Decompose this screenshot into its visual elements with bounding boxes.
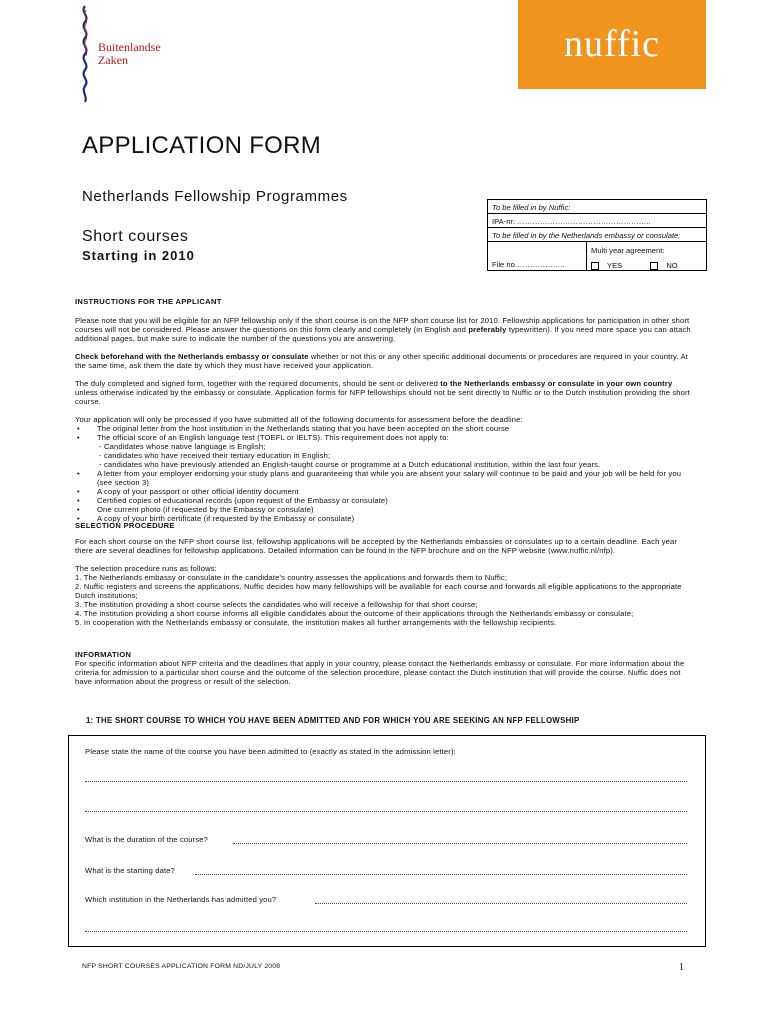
nuffic-label: To be filled in by Nuffic: bbox=[488, 200, 707, 214]
selection-heading: SELECTION PROCEDURE bbox=[75, 521, 175, 530]
duration-input[interactable] bbox=[233, 843, 687, 844]
page-title: APPLICATION FORM bbox=[82, 132, 322, 159]
instructions-p4: Your application will only be processed if you have submitted all of the following documents for assessment before the deadline: bbox=[75, 415, 523, 424]
short-courses-title: Short courses bbox=[82, 228, 189, 245]
starting-year: Starting in 2010 bbox=[82, 248, 195, 263]
selection-step-5: 5. In cooperation with the Netherlands embassy or consulate, the institution makes all further arrangements with the fellowship recipients. bbox=[75, 618, 557, 627]
list-item: • A copy of your passport or other official identity document bbox=[77, 487, 299, 496]
nuffic-logo bbox=[518, 0, 706, 89]
multi-year-label: Multi year agreement: bbox=[591, 246, 665, 255]
page-number: 1 bbox=[679, 962, 684, 973]
instructions-p1: Please note that you will be eligible for an NFP fellowship only if the short course is on the NFP short course list for 2010. Fellowship applications for participation in other short courses will not be considered. Please answer the questions on this form clearly and completely (in English and preferably typewritten). If you need more space you can attach additional pages, but make sure to indicate the number of the questions you are answering. bbox=[75, 316, 691, 343]
yes-label: YES bbox=[607, 261, 623, 270]
list-item: • Certified copies of educational records (upon request of the Embassy or consulate) bbox=[77, 496, 388, 505]
ministry-name-line2: Zaken bbox=[98, 53, 128, 67]
footer-text: NFP SHORT COURSES APPLICATION FORM ND/JULY 2008 bbox=[82, 963, 281, 970]
institution-input[interactable] bbox=[315, 903, 687, 904]
instructions-heading: INSTRUCTIONS FOR THE APPLICANT bbox=[75, 297, 222, 306]
programme-title: Netherlands Fellowship Programmes bbox=[82, 188, 348, 205]
selection-step-4: 4. The institution providing a short course informs all eligible candidates about the outcome of their applications through the Netherlands embassy or consulate; bbox=[75, 609, 634, 618]
list-item: • One current photo (if requested by the Embassy or consulate) bbox=[77, 505, 314, 514]
selection-step-2: 2. Nuffic registers and screens the applications. Nuffic decides how many fellowships will be available for each course and forwards all eligible applications to the appropriate Dutch institutions; bbox=[75, 582, 682, 600]
course-name-question: Please state the name of the course you have been admitted to (exactly as stated in the admission letter): bbox=[85, 747, 456, 756]
selection-step-3: 3. The institution providing a short course selects the candidates who will receive a fellowship for that short course; bbox=[75, 600, 478, 609]
ministry-ribbon-icon bbox=[78, 4, 92, 104]
institution-question: Which institution in the Netherlands has admitted you? bbox=[85, 895, 277, 904]
starting-date-input[interactable] bbox=[195, 874, 687, 875]
duration-question: What is the duration of the course? bbox=[85, 835, 209, 844]
instructions-body bbox=[75, 316, 697, 523]
file-no-field[interactable]: File no……………….. bbox=[488, 242, 587, 271]
nuffic-logo-text: nuffic bbox=[563, 23, 661, 65]
information-body: For specific information about NFP criteria and the deadlines that apply in your country, please contact the Netherlands embassy or consulate. For more information about the criteria for admission to a particular short course and the outcome of the selection procedure, please contact the Dutch institution that will provide the course. Nuffic does not have information about the progress or result of the selection. bbox=[75, 659, 685, 686]
embassy-label: To be filled in by the Netherlands embassy or consulate: bbox=[488, 228, 707, 242]
course-name-line-2[interactable] bbox=[85, 811, 687, 812]
course-name-line-1[interactable] bbox=[85, 781, 687, 782]
selection-p2: The selection procedure runs as follows: bbox=[75, 564, 217, 573]
no-label: NO bbox=[666, 261, 678, 270]
selection-p1: For each short course on the NFP short course list, fellowship applications will be accepted by the Netherlands embassies or consulates up to a certain deadline. Each year there are several deadlines for fellowship applications. Detailed information can be found in the NFP brochure and on the NFP website (www.nuffic.nl/nfp). bbox=[75, 537, 678, 555]
instructions-p3: The duly completed and signed form, together with the required documents, should be sent or delivered to the Netherlands embassy or consulate in your own country unless otherwise indicated by the embassy or consulate. Application forms for NFP fellowships should not be sent directly to Nuffic or to the Dutch institution providing the short course. bbox=[75, 379, 690, 406]
starting-date-question: What is the starting date? bbox=[85, 866, 176, 875]
selection-step-1: 1. The Netherlands embassy or consulate in the candidate's country assesses the applications and forwards them to Nuffic; bbox=[75, 573, 508, 582]
institution-line-2[interactable] bbox=[85, 931, 687, 932]
ministry-logo bbox=[78, 4, 188, 104]
instructions-p2: Check beforehand with the Netherlands embassy or consulate whether or not this or any other specific additional documents or procedures are required in your country. At the same time, ask them the date by which they must have received your application. bbox=[75, 352, 688, 370]
yes-checkbox[interactable] bbox=[591, 262, 599, 270]
ipa-field[interactable]: IPA-nr: …………………………………………….. bbox=[488, 214, 707, 228]
list-item: • The official score of an English language test (TOEFL or IELTS). This requirement does not apply to: - Candidates whose native language is English; - candidates who have received their tertiary education in English; - candidates who have previously attended an English-taught course or programme at a Dutch educational institution, within the last four years. bbox=[77, 433, 601, 469]
admin-box bbox=[487, 199, 707, 271]
section1-heading: 1: THE SHORT COURSE TO WHICH YOU HAVE BEEN ADMITTED AND FOR WHICH YOU ARE SEEKING AN NFP FELLOWSHIP bbox=[86, 716, 580, 725]
section1-box bbox=[68, 735, 706, 947]
information-heading: INFORMATION bbox=[75, 650, 132, 659]
list-item: • The original letter from the host institution in the Netherlands stating that you have been accepted on the short course bbox=[77, 424, 510, 433]
no-checkbox[interactable] bbox=[650, 262, 658, 270]
selection-body bbox=[75, 537, 697, 627]
list-item: • A letter from your employer endorsing your study plans and guaranteeing that while you are absent your salary will continue to be paid and your job will be held for you (see section 3) bbox=[77, 469, 682, 487]
multi-year-cell bbox=[587, 242, 707, 271]
list-item: • A copy of your birth certificate (if requested by the Embassy or consulate) bbox=[77, 514, 355, 523]
documents-list bbox=[75, 424, 697, 523]
ministry-name-line1: Buitenlandse bbox=[98, 40, 161, 54]
